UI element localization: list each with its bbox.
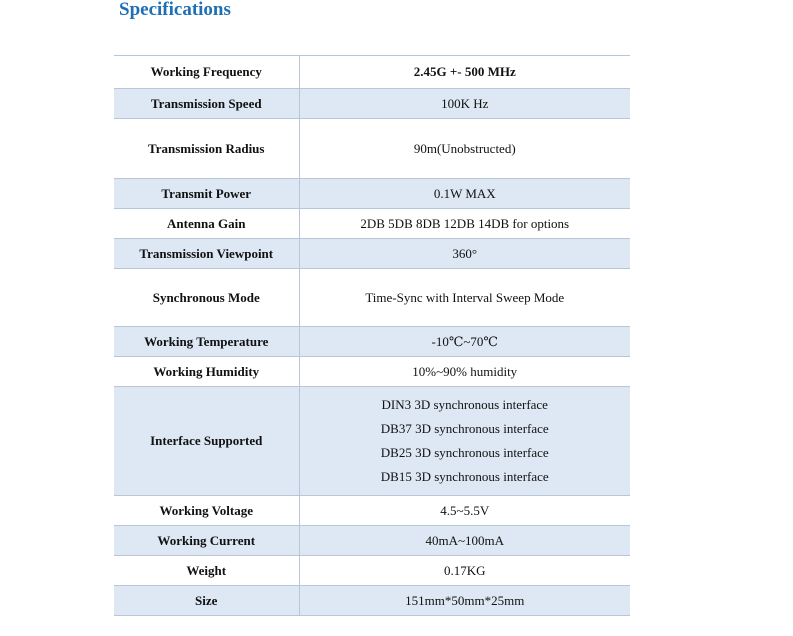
spec-value: 100K Hz [299, 89, 630, 119]
spec-row-transmission-viewpoint [114, 239, 630, 269]
spec-label: Transmit Power [114, 179, 299, 209]
interface-item: DB37 3D synchronous interface [380, 421, 549, 436]
spec-value: 0.1W MAX [299, 179, 630, 209]
page-title: Specifications [119, 0, 231, 20]
spec-value: Time-Sync with Interval Sweep Mode [299, 269, 630, 327]
spec-label: Interface Supported [114, 387, 299, 496]
spec-label: Synchronous Mode [114, 269, 299, 327]
spec-value-list [299, 387, 630, 496]
spec-label: Transmission Speed [114, 89, 299, 119]
spec-value: 90m(Unobstructed) [299, 119, 630, 179]
spec-row-size [114, 586, 630, 616]
spec-row-working-current [114, 526, 630, 556]
spec-label: Working Humidity [114, 357, 299, 387]
spec-row-working-humidity [114, 357, 630, 387]
spec-row-working-temperature [114, 327, 630, 357]
spec-label: Antenna Gain [114, 209, 299, 239]
spec-label: Working Frequency [114, 56, 299, 89]
spec-row-weight [114, 556, 630, 586]
spec-label: Transmission Viewpoint [114, 239, 299, 269]
spec-value: 4.5~5.5V [299, 496, 630, 526]
spec-row-transmit-power [114, 179, 630, 209]
spec-row-interface-supported [114, 387, 630, 496]
spec-label: Size [114, 586, 299, 616]
spec-value: -10℃~70℃ [299, 327, 630, 357]
specifications-table [114, 55, 630, 616]
spec-label: Working Voltage [114, 496, 299, 526]
spec-value: 10%~90% humidity [299, 357, 630, 387]
interface-item: DIN3 3D synchronous interface [381, 397, 548, 412]
spec-row-working-frequency [114, 56, 630, 89]
spec-value: 360° [299, 239, 630, 269]
spec-label: Weight [114, 556, 299, 586]
interface-item: DB15 3D synchronous interface [380, 469, 549, 484]
spec-row-antenna-gain [114, 209, 630, 239]
spec-value: 2DB 5DB 8DB 12DB 14DB for options [299, 209, 630, 239]
spec-row-transmission-speed [114, 89, 630, 119]
spec-label: Transmission Radius [114, 119, 299, 179]
spec-label: Working Current [114, 526, 299, 556]
spec-value: 2.45G +- 500 MHz [299, 56, 630, 89]
spec-value: 151mm*50mm*25mm [299, 586, 630, 616]
spec-row-working-voltage [114, 496, 630, 526]
spec-value: 0.17KG [299, 556, 630, 586]
interface-item: DB25 3D synchronous interface [380, 445, 549, 460]
spec-label: Working Temperature [114, 327, 299, 357]
spec-row-synchronous-mode [114, 269, 630, 327]
spec-row-transmission-radius [114, 119, 630, 179]
spec-value: 40mA~100mA [299, 526, 630, 556]
